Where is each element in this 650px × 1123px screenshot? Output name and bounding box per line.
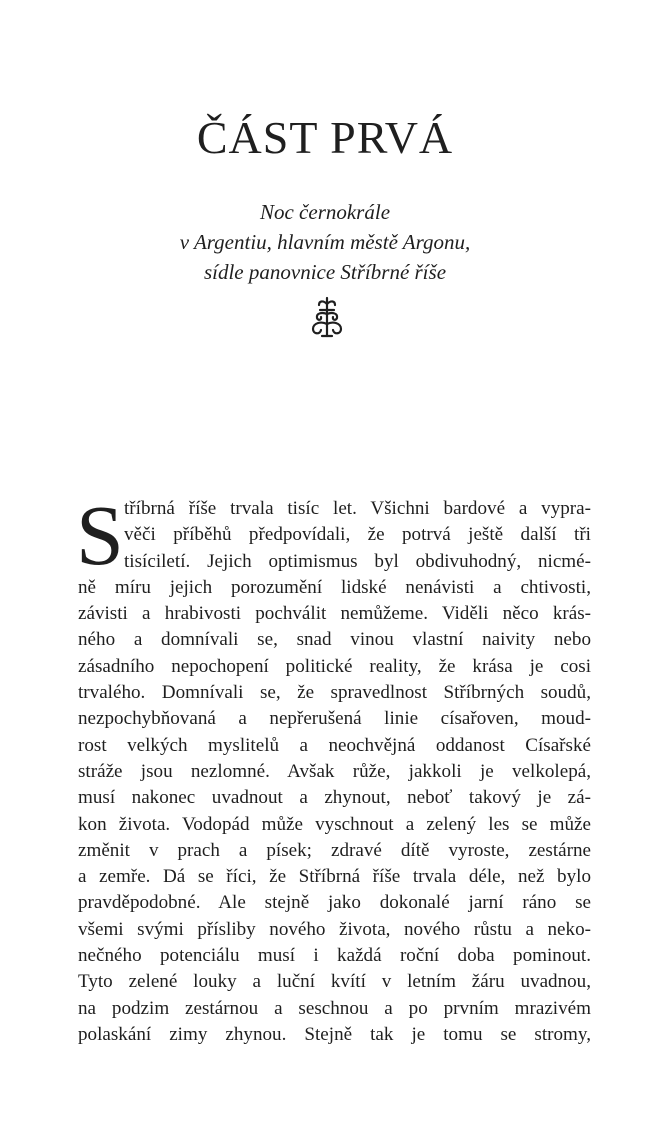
text-line: změnit v prach a písek; zdravé dítě vyroste, zestárne [78,839,591,861]
subtitle-line: v Argentiu, hlavním městě Argonu, [179,230,471,254]
text-line: ného a domnívali se, snad vinou vlastní naivity nebo [78,629,591,651]
text-line: ně míru jejich porozumění lidské nenávisti a chtivosti, [78,576,591,598]
text-line: rost velkých myslitelů a neochvějná oddanost Císařské [78,734,591,756]
text-line: věči příběhů předpovídali, že potrvá ještě další tři [124,524,591,546]
drop-cap: S [76,487,124,583]
part-title: ČÁST PRVÁ [196,112,454,163]
subtitle-line: sídle panovnice Stříbrné říše [203,260,447,284]
text-line: kon života. Vodopád může vyschnout a zelený les se může [78,813,591,835]
text-line: stráže jsou nezlomné. Avšak růže, jakkoli je velkolepá, [78,760,591,782]
fleuron-icon [310,296,344,338]
text-line: nečného potenciálu musí i každá roční doba pominout. [78,945,591,967]
text-line: na podzim zestárnou a seschnou a po prvním mrazivém [78,997,591,1019]
text-line: polaskání zimy zhynou. Stejně tak je tomu se stromy, [78,1023,591,1045]
text-line: zásadního nepochopení politické reality, že krása je cosi [78,655,591,677]
text-line: trvalého. Domnívali se, že spravedlnost Stříbrných soudů, [78,682,591,704]
subtitle-line: Noc černokrále [259,200,391,224]
text-line: pravděpodobné. Ale stejně jako dokonalé jarní ráno se [78,892,591,914]
body-text [76,487,591,1048]
text-line: závisti a hrabivosti pochválit nemůžeme. Viděli něco krás- [78,603,591,625]
chapter-subtitle [0,197,650,287]
text-line: všemi svými přísliby nového života, nového růstu a neko- [78,918,591,940]
text-line: Tyto zelené louky a luční kvítí v letním žáru uvadnou, [78,971,591,993]
text-line: tříbrná říše trvala tisíc let. Všichni bardové a vypra- [124,498,591,519]
text-line: nezpochybňovaná a nepřerušená linie císařoven, moud- [78,708,591,730]
text-line: a zemře. Dá se říci, že Stříbrná říše trvala déle, než bylo [78,866,591,888]
text-line: musí nakonec uvadnout a zhynout, neboť takový je zá- [78,787,591,809]
text-line: tisíciletí. Jejich optimismus byl obdivuhodný, nicmé- [124,550,591,572]
